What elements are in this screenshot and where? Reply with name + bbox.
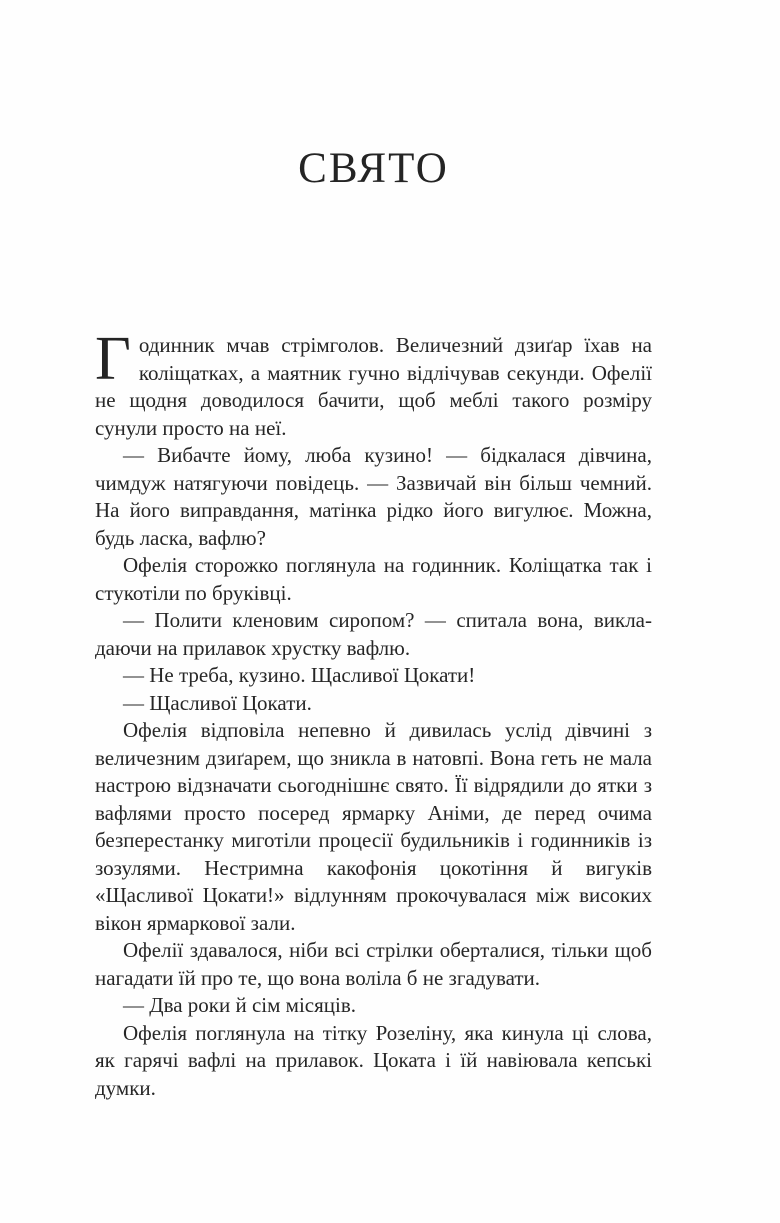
drop-cap-letter: Г — [95, 325, 131, 393]
paragraph-text: одинник мчав стрімголов. Величезний дзиґар їхав на коліщатках, а маятник гучно відлічував секунди. Офелії не щодня доводилося бачити, щоб меблі такого розміру сунули просто на неї. — [95, 333, 652, 440]
chapter-paragraph: — Вибачте йому, люба кузино! — бідкалася дівчина, чимдуж натягуючи повідець. — Зазвичай він більш чемний. На його виправдання, матінка рідко його вигулює. Можна, будь ласка, вафлю? — [95, 443, 652, 550]
chapter-paragraph: — Полити кленовим сиропом? — спитала вона, викладаючи на прилавок хрустку вафлю. — [95, 608, 652, 660]
chapter-paragraph: Офелії здавалося, ніби всі стрілки оберталися, тільки щоб нагадати їй про те, що вона воліла б не згадувати. — [95, 938, 652, 990]
chapter-paragraph — [95, 325, 652, 442]
chapter-paragraph: — Не треба, кузино. Щасливої Цокати! — [123, 663, 476, 687]
chapter-paragraph: Офелія відповіла непевно й дивилась услід дівчині з величезним дзиґарем, що зникла в натовпі. Вона геть не мала настрою відзначати сьогоднішнє свято. Її відрядили до ятки з вафлями просто посеред ярмарку Аніми, де перед очима безперестанку миготіли процесії будильників і годинників із зозулями. Нестримна какофонія цокотіння й вигуків «Щасливої Цокати!» відлунням прокочувалася між високих вікон ярмаркової зали. — [95, 718, 652, 935]
chapter-paragraph: Офелія сторожко поглянула на годинник. Коліщатка так і стукотіли по бруківці. — [95, 553, 652, 605]
chapter-content — [95, 0, 652, 1102]
chapter-paragraph: Офелія поглянула на тітку Розеліну, яка кинула ці слова, як гарячі вафлі на прилавок. Цоката і їй навіювала кепські думки. — [95, 1020, 652, 1100]
chapter-paragraph: — Щасливої Цокати. — [123, 690, 312, 715]
chapter-title: СВЯТО — [298, 145, 449, 192]
chapter-paragraph: — Два роки й сім місяців. — [123, 993, 356, 1017]
